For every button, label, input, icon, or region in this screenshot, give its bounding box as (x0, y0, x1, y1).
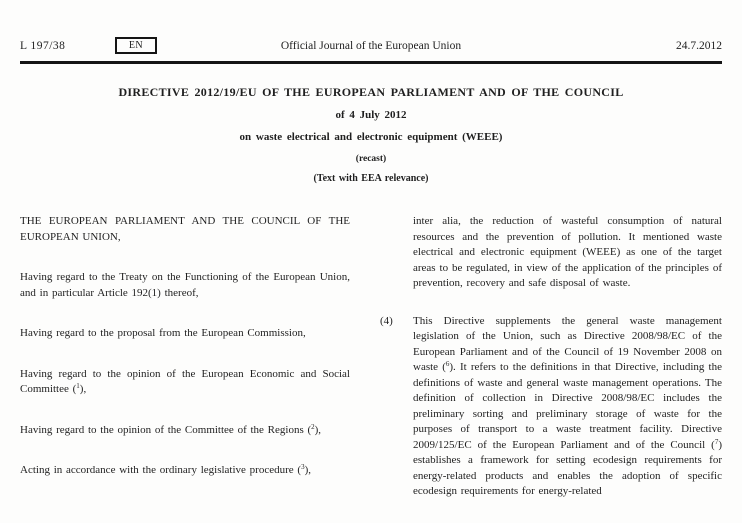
document-body (20, 214, 722, 522)
paragraph: Having regard to the proposal from the European Commission, (20, 327, 306, 339)
right-column (380, 214, 722, 522)
paragraph: inter alia, the reduction of wasteful consumption of natural resources and the prevention of pollution. It mentioned waste electrical and electronic equipment (WEEE) as one of the target areas to be regulated, in view of the application of the principles of prevention, recovery and safe disposal of waste. (413, 215, 722, 289)
left-column (20, 214, 350, 522)
footnote-reference: 2 (311, 422, 315, 431)
paragraph: Having regard to the Treaty on the Functioning of the European Union, and in particular Article 192(1) thereof, (20, 271, 350, 299)
directive-subject-line: on waste electrical and electronic equipment (WEEE) (239, 131, 503, 143)
footnote-reference: 1 (76, 382, 80, 390)
page-header (20, 37, 722, 57)
header-rule (20, 61, 722, 64)
footnote-reference: 3 (301, 463, 305, 471)
paragraph: Acting in accordance with the ordinary legislative procedure ($^3$), (20, 463, 311, 476)
recital-number: (4) (380, 314, 393, 327)
paragraph: Having regard to the opinion of the Committee of the Regions ($^2$), (20, 422, 322, 436)
journal-title: Official Journal of the European Union (280, 40, 462, 52)
directive-date-line: of 4 July 2012 (335, 109, 407, 121)
paragraph: (4) This Directive supplements the general waste management legislation of the Union, such as Directive 2008/98/EC of the European Parliament and of the Council of 19 November 2008 on waste ($^6$). It refers to the definitions in that Directive, including the definitions of waste and general waste management operations. The definition of collection in Directive 2008/98/EC includes the preliminary sorting and preliminary storage of waste for the purposes of transport to a waste treatment facility. Directive 2009/125/EC of the European Parliament and of the Council ($^7$) establishes a framework for setting ecodesign requirements for energy-related products and enables the adoption of specific ecodesign requirements for energy-related (380, 314, 722, 497)
paragraph: THE EUROPEAN PARLIAMENT AND THE COUNCIL OF THE EUROPEAN UNION, (20, 215, 350, 243)
title-block (20, 85, 722, 184)
issue-date: 24.7.2012 (676, 40, 722, 52)
directive-title: DIRECTIVE 2012/19/EU OF THE EUROPEAN PARLIAMENT AND OF THE COUNCIL (118, 85, 624, 99)
eea-relevance-note: (Text with EEA relevance) (313, 173, 429, 184)
paragraph: Having regard to the opinion of the European Economic and Social Committee ($^1$), (20, 367, 350, 395)
footnote-reference: 6 (445, 360, 450, 368)
page-reference: L 197/38 (20, 40, 66, 52)
language-badge: EN (115, 37, 157, 54)
recast-note: (recast) (355, 154, 387, 164)
footnote-reference: 7 (714, 437, 719, 446)
